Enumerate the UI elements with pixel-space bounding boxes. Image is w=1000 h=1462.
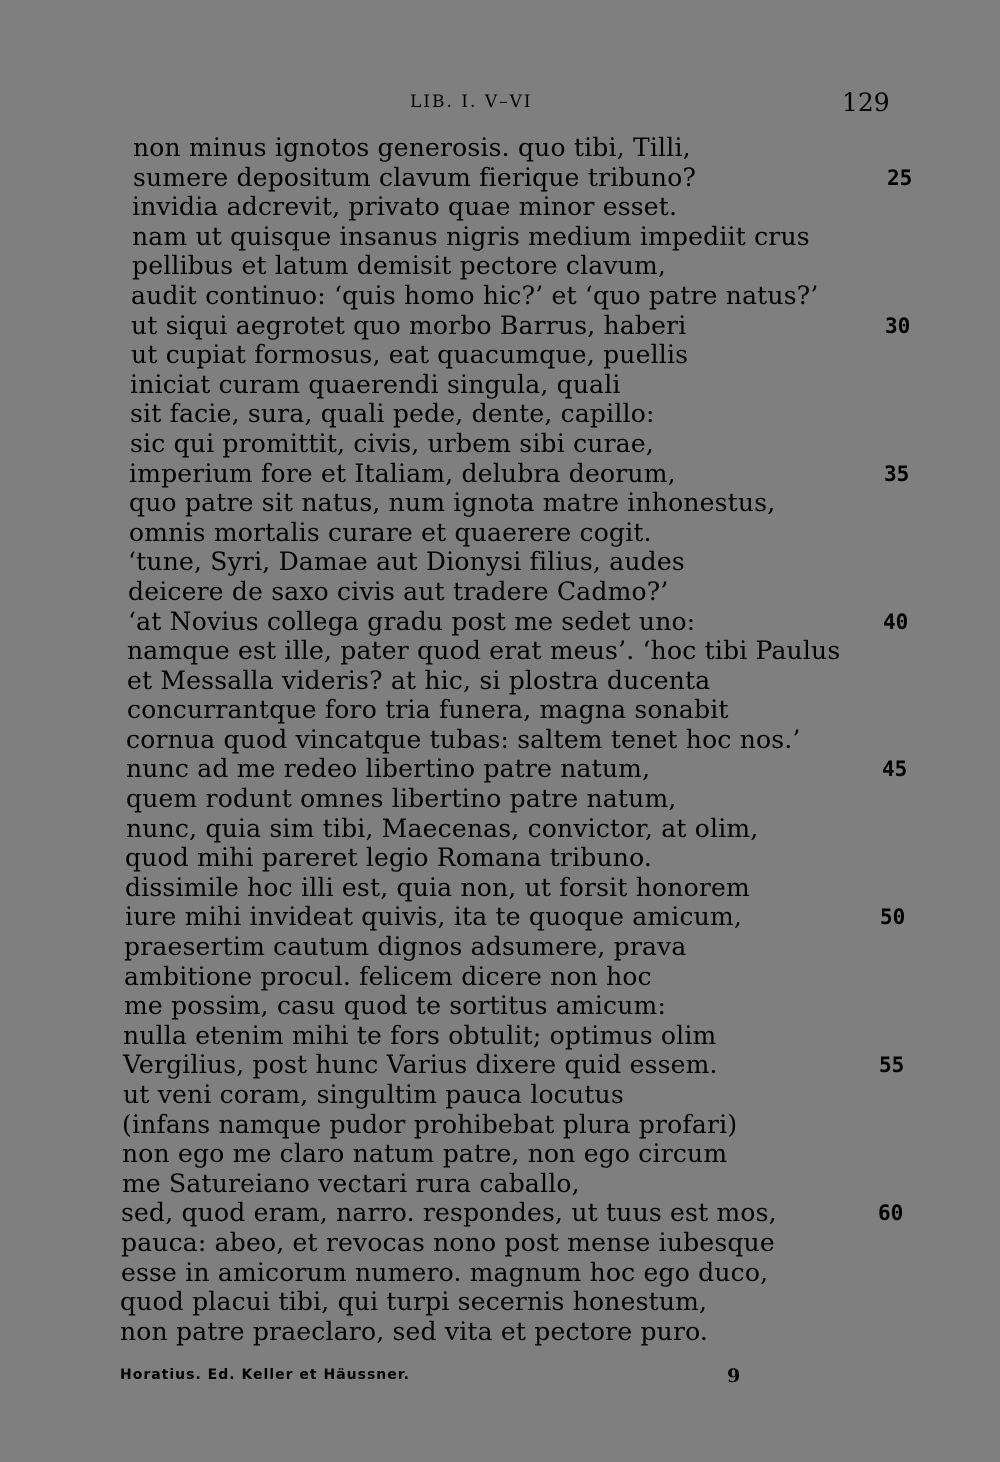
- verse-line: [0, 429, 1000, 459]
- verse-text: ut cupiat formosus, eat quacumque, puellis: [131, 340, 689, 370]
- verse-block: [0, 133, 1000, 1346]
- verse-text: me Satureiano vectari rura caballo,: [122, 1168, 580, 1198]
- verse-line: [0, 577, 1000, 607]
- verse-line: [0, 1258, 1000, 1288]
- verse-line: [0, 962, 1000, 992]
- verse-text: omnis mortalis curare et quaerere cogit.: [129, 517, 652, 547]
- verse-text: ut veni coram, singultim pauca locutus: [123, 1080, 624, 1109]
- verse-text: sumere depositum clavum fierique tribuno?: [133, 162, 697, 192]
- verse-line: [0, 1021, 1000, 1051]
- verse-text: namque est ille, pater quod erat meus’. ‘hoc tibi Paulus: [127, 636, 841, 666]
- verse-text: nunc, quia sim tibi, Maecenas, convictor, at olim,: [126, 813, 759, 843]
- verse-text: pauca: abeo, et revocas nono post mense iubesque: [121, 1227, 775, 1257]
- verse-line: [0, 607, 1000, 637]
- verse-text: deicere de saxo civis aut tradere Cadmo?’: [128, 576, 669, 606]
- line-number: 60: [878, 1201, 904, 1226]
- verse-line: [0, 518, 1000, 548]
- verse-text: me possim, casu quod te sortitus amicum:: [124, 991, 667, 1021]
- verse-text: ut siqui aegrotet quo morbo Barrus, haberi: [131, 310, 687, 340]
- line-number: 50: [880, 905, 906, 930]
- verse-line: [0, 251, 1000, 281]
- verse-line: [0, 281, 1000, 311]
- verse-text: quo patre sit natus, num ignota matre inhonestus,: [129, 488, 776, 518]
- verse-line: [0, 991, 1000, 1021]
- verse-text: non patre praeclaro, sed vita et pectore puro.: [120, 1316, 709, 1346]
- verse-text: sic qui promittit, civis, urbem sibi curae,: [130, 428, 654, 458]
- verse-line: [0, 695, 1000, 725]
- verse-line: [0, 340, 1000, 370]
- verse-line: [0, 459, 1000, 489]
- line-number: 30: [885, 313, 911, 338]
- verse-line: [0, 873, 1000, 903]
- verse-text: quod mihi pareret legio Romana tribuno.: [125, 843, 653, 873]
- verse-text: audit continuo: ‘quis homo hic?’ et ‘quo patre natus?’: [131, 280, 819, 310]
- verse-text: non ego me claro natum patre, non ego circum: [122, 1139, 728, 1169]
- verse-text: invidia adcrevit, privato quae minor esset.: [132, 192, 678, 222]
- verse-line: [0, 547, 1000, 577]
- verse-line: [0, 754, 1000, 784]
- page-footer: [0, 1365, 1000, 1395]
- verse-text: nam ut quisque insanus nigris medium impediit crus: [132, 221, 810, 251]
- verse-text: iniciat curam quaerendi singula, quali: [130, 369, 621, 399]
- verse-line: [0, 133, 1000, 163]
- verse-line: [0, 902, 1000, 932]
- verse-line: [0, 1287, 1000, 1317]
- verse-line: [0, 1169, 1000, 1199]
- verse-text: ‘tune, Syri, Damae aut Dionysi filius, audes: [128, 547, 685, 577]
- verse-text: pellibus et latum demisit pectore clavum,: [132, 251, 667, 281]
- verse-line: [0, 636, 1000, 666]
- verse-line: [0, 311, 1000, 341]
- verse-text: nulla etenim mihi te fors obtulit; optimus olim: [123, 1020, 717, 1050]
- verse-line: [0, 814, 1000, 844]
- signature-mark: 9: [727, 1365, 741, 1387]
- verse-line: [0, 488, 1000, 518]
- verse-line: [0, 725, 1000, 755]
- verse-line: [0, 1080, 1000, 1110]
- verse-text: concurrantque foro tria funera, magna sonabit: [127, 695, 729, 725]
- verse-text: ambitione procul. felicem dicere non hoc: [124, 961, 652, 991]
- verse-line: [0, 222, 1000, 252]
- verse-text: nunc ad me redeo libertino patre natum,: [126, 754, 651, 784]
- verse-line: [0, 370, 1000, 400]
- verse-line: [0, 843, 1000, 873]
- verse-text: quod placui tibi, qui turpi secernis honestum,: [120, 1287, 708, 1317]
- verse-text: imperium fore et Italiam, delubra deorum,: [129, 458, 676, 488]
- verse-line: [0, 1110, 1000, 1140]
- verse-text: non minus ignotos generosis. quo tibi, Tilli,: [133, 133, 691, 162]
- verse-line: [0, 932, 1000, 962]
- verse-text: dissimile hoc illi est, quia non, ut forsit honorem: [125, 872, 750, 902]
- line-number: 35: [884, 461, 910, 486]
- verse-line: [0, 192, 1000, 222]
- line-number: 55: [879, 1053, 905, 1078]
- verse-line: [0, 399, 1000, 429]
- verse-line: [0, 1139, 1000, 1169]
- running-head: LIB. I. V–VI: [410, 92, 533, 112]
- verse-text: praesertim cautum dignos adsumere, prava: [124, 932, 687, 962]
- verse-line: [0, 1198, 1000, 1228]
- verse-text: iure mihi invideat quivis, ita te quoque amicum,: [125, 902, 743, 932]
- verse-text: esse in amicorum numero. magnum hoc ego duco,: [121, 1257, 769, 1287]
- verse-text: sit facie, sura, quali pede, dente, capillo:: [130, 399, 655, 429]
- verse-line: [0, 666, 1000, 696]
- verse-text: Vergilius, post hunc Varius dixere quid essem.: [123, 1050, 718, 1080]
- verse-text: (infans namque pudor prohibebat plura profari): [122, 1109, 738, 1139]
- verse-text: ‘at Novius collega gradu post me sedet uno:: [128, 606, 696, 636]
- verse-line: [0, 784, 1000, 814]
- verse-line: [0, 1050, 1000, 1080]
- verse-text: et Messalla videris? at hic, si plostra ducenta: [127, 665, 711, 695]
- verse-text: sed, quod eram, narro. respondes, ut tuus est mos,: [121, 1198, 777, 1228]
- verse-line: [0, 163, 1000, 193]
- verse-text: quem rodunt omnes libertino patre natum,: [126, 784, 677, 814]
- line-number: 45: [882, 757, 908, 782]
- verse-text: cornua quod vincatque tubas: saltem tenet hoc nos.’: [126, 724, 801, 754]
- verse-line: [0, 1317, 1000, 1347]
- edition-credit: Horatius. Ed. Keller et Häussner.: [120, 1367, 410, 1383]
- page-header: [0, 86, 1000, 126]
- line-number: 40: [883, 609, 909, 634]
- line-number: 25: [887, 165, 913, 190]
- page-number: 129: [842, 88, 890, 117]
- verse-line: [0, 1228, 1000, 1258]
